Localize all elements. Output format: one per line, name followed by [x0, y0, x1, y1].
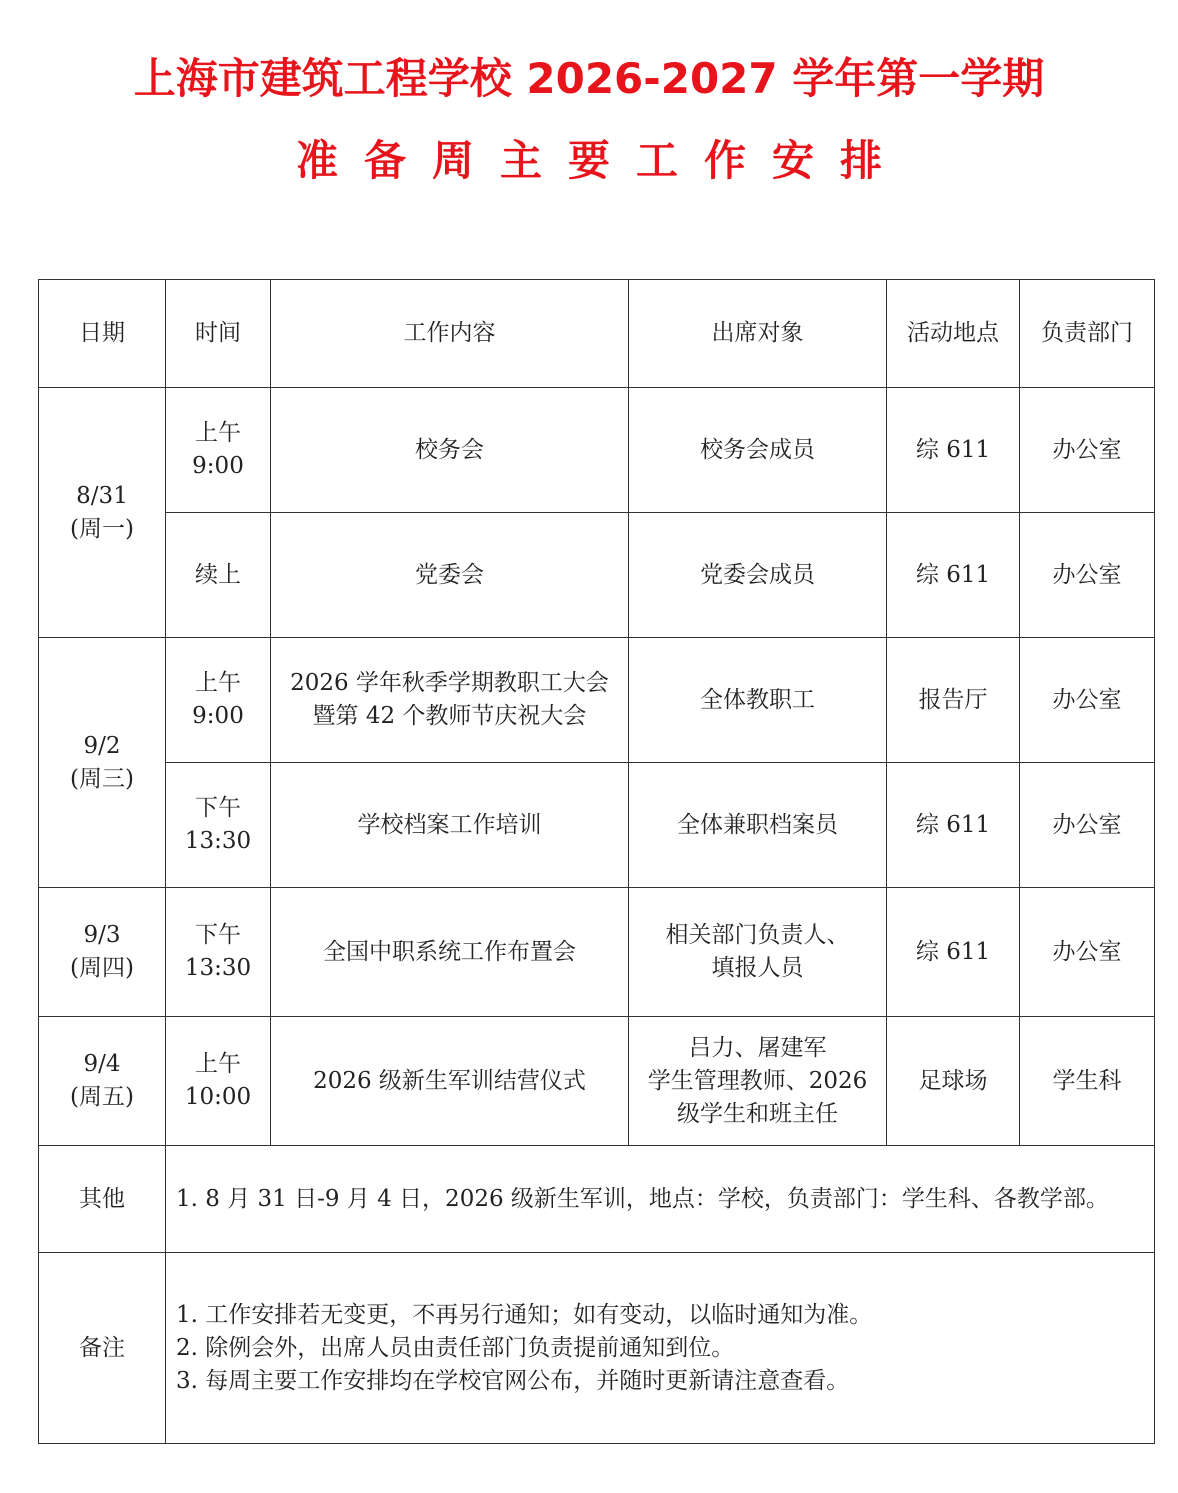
attendees-cell-line: 学生管理教师、2026 [647, 1067, 868, 1094]
table-header-row [39, 280, 1155, 388]
document-subtitle: 准备周主要工作安排 [295, 136, 908, 185]
note-item: 1. 工作安排若无变更，不再另行通知；如有变动，以临时通知为准。 [176, 1301, 873, 1328]
table-row [39, 763, 1155, 888]
content-cell-line: 暨第 42 个教师节庆祝大会 [312, 703, 587, 729]
content-cell-line: 学校档案工作培训 [357, 811, 542, 838]
note-item: 3. 每周主要工作安排均在学校官网公布，并随时更新请注意查看。 [176, 1367, 850, 1394]
content-cell [271, 763, 629, 888]
time-cell-line: 上午 [195, 420, 241, 446]
header-time: 时间 [166, 280, 271, 388]
attendees-cell [629, 388, 887, 513]
date-cell [39, 888, 166, 1017]
table-row [39, 1017, 1155, 1146]
content-cell-line: 全国中职系统工作布置会 [323, 938, 576, 965]
table-row [39, 638, 1155, 763]
time-cell [166, 763, 271, 888]
content-cell [271, 1017, 629, 1146]
time-cell-line: 上午 [195, 670, 241, 696]
header-attendees: 出席对象 [629, 280, 887, 388]
content-cell [271, 388, 629, 513]
department-cell: 办公室 [1020, 388, 1155, 513]
notes-row [39, 1253, 1155, 1444]
time-cell [166, 1017, 271, 1146]
time-cell-line: 10:00 [184, 1084, 252, 1110]
table-row [39, 888, 1155, 1017]
content-cell-line: 2026 学年秋季学期教职工大会 [290, 670, 609, 696]
department-cell: 办公室 [1020, 763, 1155, 888]
department-cell: 学生科 [1020, 1017, 1155, 1146]
location-cell: 报告厅 [887, 638, 1020, 763]
time-cell-line: 13:30 [184, 828, 252, 854]
date-cell [39, 1017, 166, 1146]
attendees-cell-line: 级学生和班主任 [677, 1100, 838, 1127]
date-value: 9/2 [83, 732, 121, 759]
weekday-value: (周四) [70, 955, 134, 981]
content-cell-line: 校务会 [415, 436, 484, 463]
attendees-cell-line: 党委会成员 [700, 561, 815, 588]
header-location: 活动地点 [887, 280, 1020, 388]
notes-list [166, 1253, 1155, 1444]
header-department: 负责部门 [1020, 280, 1155, 388]
department-cell: 办公室 [1020, 513, 1155, 638]
header-content: 工作内容 [271, 280, 629, 388]
content-cell-line: 2026 级新生军训结营仪式 [313, 1067, 586, 1094]
time-cell [166, 388, 271, 513]
attendees-cell-line: 填报人员 [711, 955, 804, 981]
attendees-cell-line: 全体兼职档案员 [677, 811, 838, 838]
location-cell: 综 611 [887, 513, 1020, 638]
date-value: 8/31 [76, 482, 128, 509]
time-cell-line: 下午 [195, 922, 241, 948]
department-cell: 办公室 [1020, 638, 1155, 763]
table-row [39, 513, 1155, 638]
time-cell-line: 上午 [195, 1051, 241, 1077]
date-value: 9/3 [83, 922, 121, 948]
attendees-cell [629, 888, 887, 1017]
department-cell: 办公室 [1020, 888, 1155, 1017]
weekday-value: (周三) [70, 765, 134, 792]
schedule-table [38, 279, 1155, 1444]
time-cell-line: 9:00 [192, 453, 244, 479]
attendees-cell [629, 638, 887, 763]
content-cell [271, 638, 629, 763]
header-date: 日期 [39, 280, 166, 388]
time-cell [166, 638, 271, 763]
date-value: 9/4 [83, 1051, 121, 1077]
document-title: 上海市建筑工程学校 2026-2027 学年第一学期 [133, 54, 1045, 103]
attendees-cell [629, 513, 887, 638]
location-cell: 综 611 [887, 763, 1020, 888]
other-row [39, 1146, 1155, 1253]
attendees-cell [629, 763, 887, 888]
attendees-cell-line: 吕力、屠建军 [688, 1034, 827, 1061]
other-text: 1. 8 月 31 日-9 月 4 日，2026 级新生军训，地点：学校，负责部门：学生科、各教学部。 [166, 1146, 1155, 1253]
attendees-cell-line: 校务会成员 [700, 436, 815, 463]
time-cell [166, 513, 271, 638]
weekday-value: (周一) [70, 515, 134, 542]
location-cell: 足球场 [887, 1017, 1020, 1146]
date-cell [39, 638, 166, 888]
content-cell [271, 888, 629, 1017]
attendees-cell-line: 相关部门负责人、 [665, 922, 850, 948]
weekday-value: (周五) [70, 1084, 134, 1110]
time-cell-line: 13:30 [184, 955, 252, 981]
time-cell-line: 下午 [195, 795, 241, 821]
location-cell: 综 611 [887, 388, 1020, 513]
date-cell [39, 388, 166, 638]
time-cell-line: 9:00 [192, 703, 244, 729]
attendees-cell-line: 全体教职工 [700, 686, 815, 713]
time-cell [166, 888, 271, 1017]
attendees-cell [629, 1017, 887, 1146]
table-row [39, 388, 1155, 513]
content-cell [271, 513, 629, 638]
time-cell-line: 续上 [195, 561, 241, 588]
content-cell-line: 党委会 [415, 561, 484, 588]
location-cell: 综 611 [887, 888, 1020, 1017]
notes-label: 备注 [39, 1253, 166, 1444]
note-item: 2. 除例会外，出席人员由责任部门负责提前通知到位。 [176, 1334, 735, 1361]
other-label: 其他 [39, 1146, 166, 1253]
